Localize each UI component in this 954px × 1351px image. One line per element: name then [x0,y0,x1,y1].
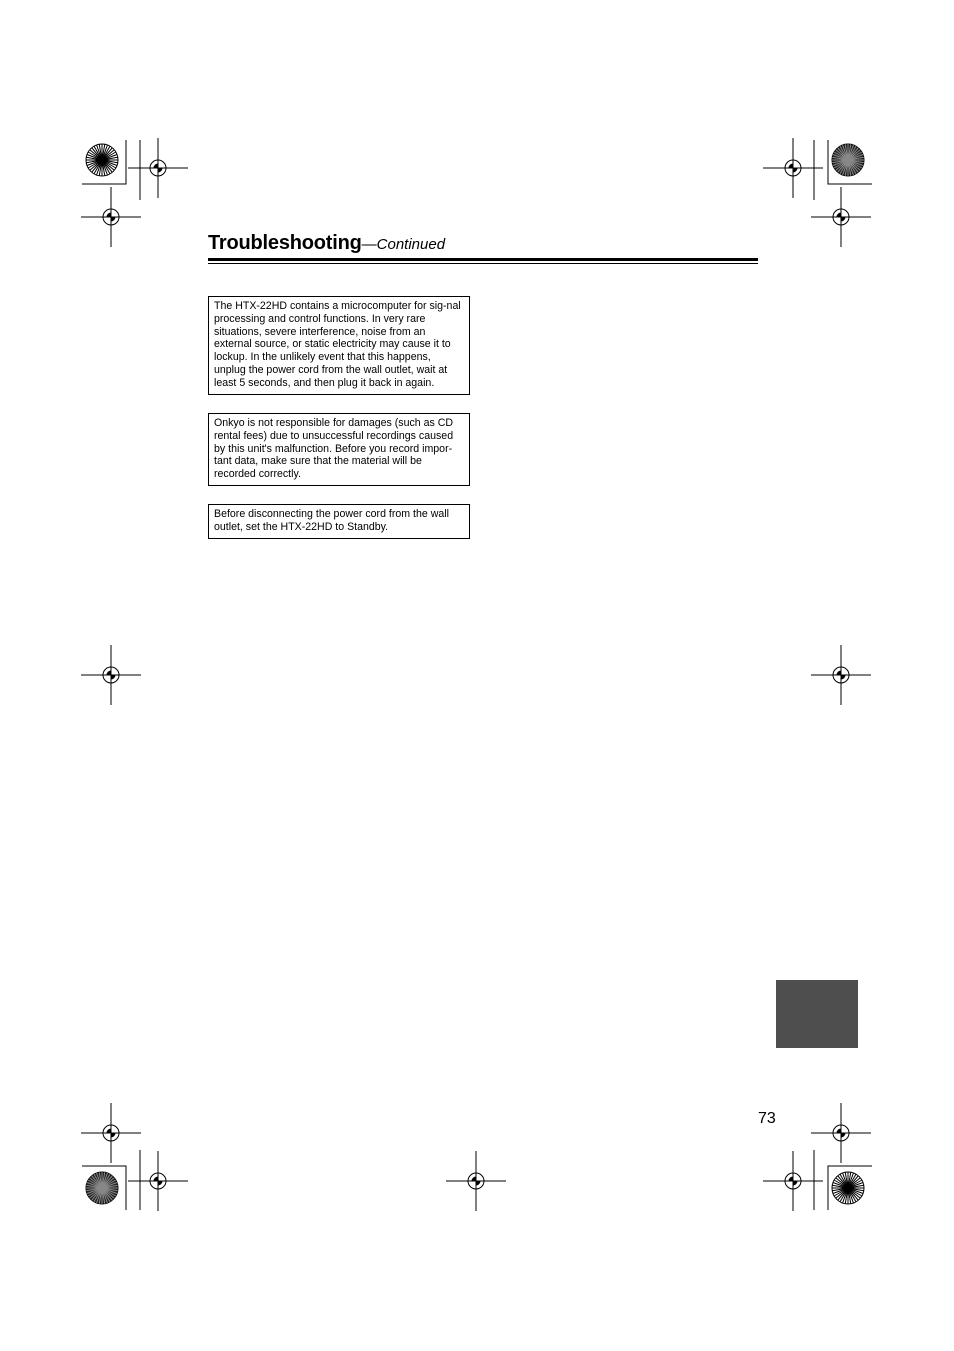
note-box-disclaimer: Onkyo is not responsible for damages (such as CD rental fees) due to unsuccessful recordings caused by this unit's malfunction. Before you record impor-tant data, make sure that the material will be recorded correctly. [208,413,470,486]
star-target-icon [86,1172,118,1204]
star-target-icon [832,144,864,176]
header-rule-thick [208,258,758,261]
registration-mark-icon [81,187,141,247]
star-target-icon [832,1172,864,1204]
title-continued: —Continued [361,236,446,253]
note-box-standby: Before disconnecting the power cord from the wall outlet, set the HTX-22HD to Standby. [208,504,470,539]
section-tab [776,980,858,1048]
star-target-icon [86,144,118,176]
header-rule-thin [208,263,758,264]
registration-mark-icon [128,1151,188,1211]
page-header [208,232,758,255]
page-number: 73 [758,1110,776,1127]
registration-mark-icon [811,187,871,247]
registration-mark-icon [811,645,871,705]
registration-mark-icon [446,1151,506,1211]
registration-mark-icon [81,645,141,705]
registration-mark-icon [128,138,188,198]
page-title: Troubleshooting [208,232,362,254]
registration-mark-icon [81,1103,141,1163]
note-box-microcomputer: The HTX-22HD contains a microcomputer for sig-nal processing and control functions. In very rare situations, severe interference, noise from an external source, or static electricity may cause it to lockup. In the unlikely event that this happens, unplug the power cord from the wall outlet, wait at least 5 seconds, and then plug it back in again. [208,296,470,395]
registration-mark-icon [811,1103,871,1163]
